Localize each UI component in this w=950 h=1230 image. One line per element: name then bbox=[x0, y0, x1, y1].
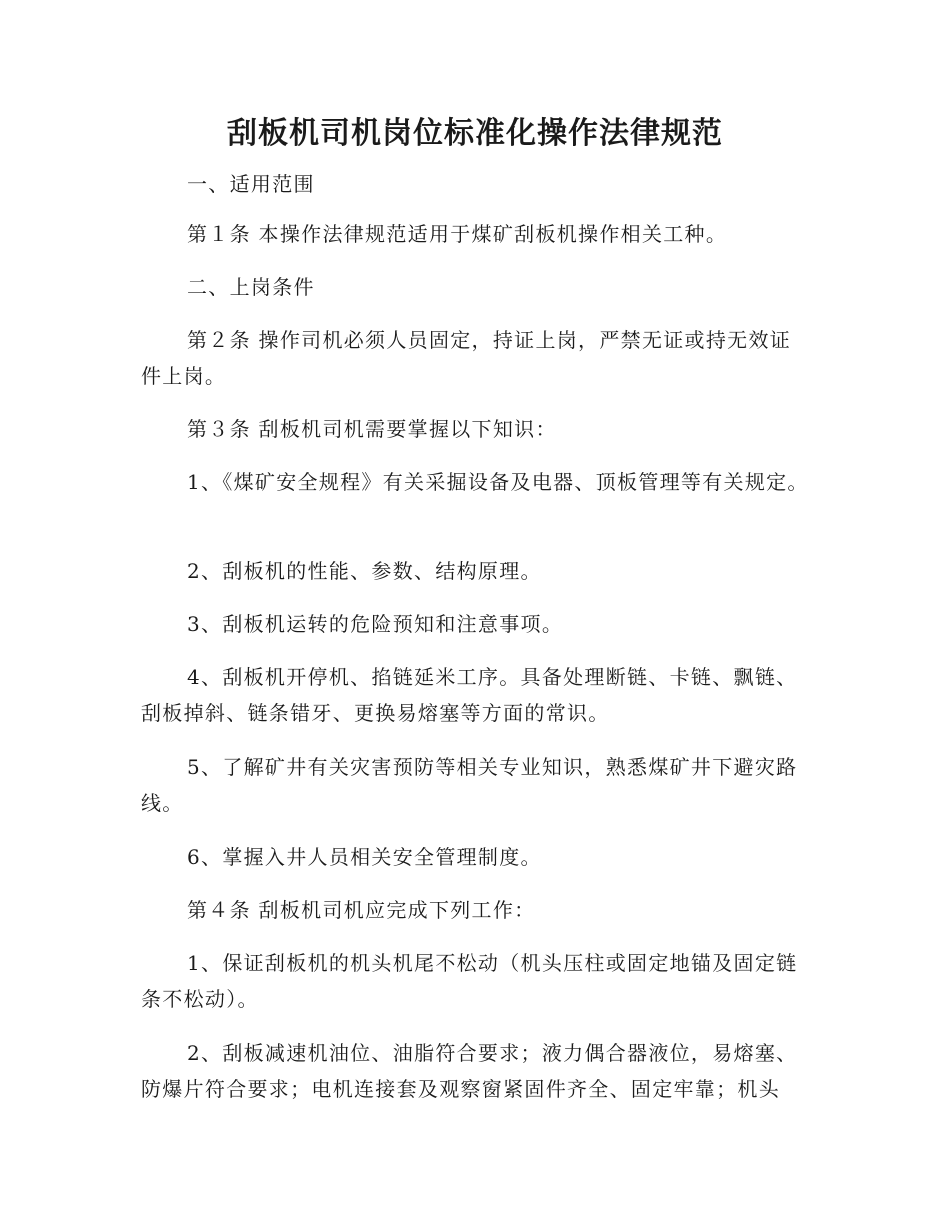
article-4 bbox=[141, 892, 809, 928]
paragraph: 1、保证刮板机的机头机尾不松动（机头压柱或固定地锚及固定链条不松动）。 bbox=[141, 951, 798, 1011]
list-item bbox=[141, 464, 809, 500]
paragraph: 第２条 操作司机必须人员固定，持证上岗，严禁无证或持无效证件上岗。 bbox=[141, 328, 792, 388]
article-1 bbox=[141, 216, 809, 252]
list-item bbox=[141, 606, 809, 642]
paragraph: 第４条 刮板机司机应完成下列工作： bbox=[187, 898, 536, 922]
document-title: 刮板机司机岗位标准化操作法律规范 bbox=[227, 116, 723, 151]
section-heading bbox=[141, 269, 809, 305]
article-2 bbox=[141, 322, 809, 394]
paragraph: 2、刮板机的性能、参数、结构原理。 bbox=[187, 559, 542, 583]
paragraph: 4、刮板机开停机、掐链延米工序。具备处理断链、卡链、飘链、刮板掉斜、链条错牙、更换易熔塞等方面的常识。 bbox=[141, 665, 798, 725]
list-item bbox=[141, 553, 809, 589]
paragraph: 1、《煤矿安全规程》有关采掘设备及电器、顶板管理等有关规定。 bbox=[187, 470, 809, 494]
list-item bbox=[141, 1035, 809, 1107]
article-3 bbox=[141, 411, 809, 447]
list-item bbox=[141, 945, 809, 1017]
list-item bbox=[141, 749, 809, 821]
list-item bbox=[141, 839, 809, 875]
paragraph: 第１条 本操作法律规范适用于煤矿刮板机操作相关工种。 bbox=[187, 222, 728, 246]
paragraph: 5、了解矿井有关灾害预防等相关专业知识，熟悉煤矿井下避灾路线。 bbox=[141, 755, 798, 815]
list-item bbox=[141, 659, 809, 731]
paragraph: 第３条 刮板机司机需要掌握以下知识： bbox=[187, 417, 557, 441]
paragraph: 3、刮板机运转的危险预知和注意事项。 bbox=[187, 612, 564, 636]
paragraph: 6、掌握入井人员相关安全管理制度。 bbox=[187, 845, 542, 869]
paragraph: 二、上岗条件 bbox=[187, 275, 315, 299]
paragraph: 2、刮板减速机油位、油脂符合要求；液力偶合器液位，易熔塞、防爆片符合要求；电机连接套及观察窗紧固件齐全、固定牢靠；机头 bbox=[141, 1041, 798, 1101]
paragraph: 一、适用范围 bbox=[187, 172, 315, 196]
section-heading bbox=[141, 166, 809, 202]
